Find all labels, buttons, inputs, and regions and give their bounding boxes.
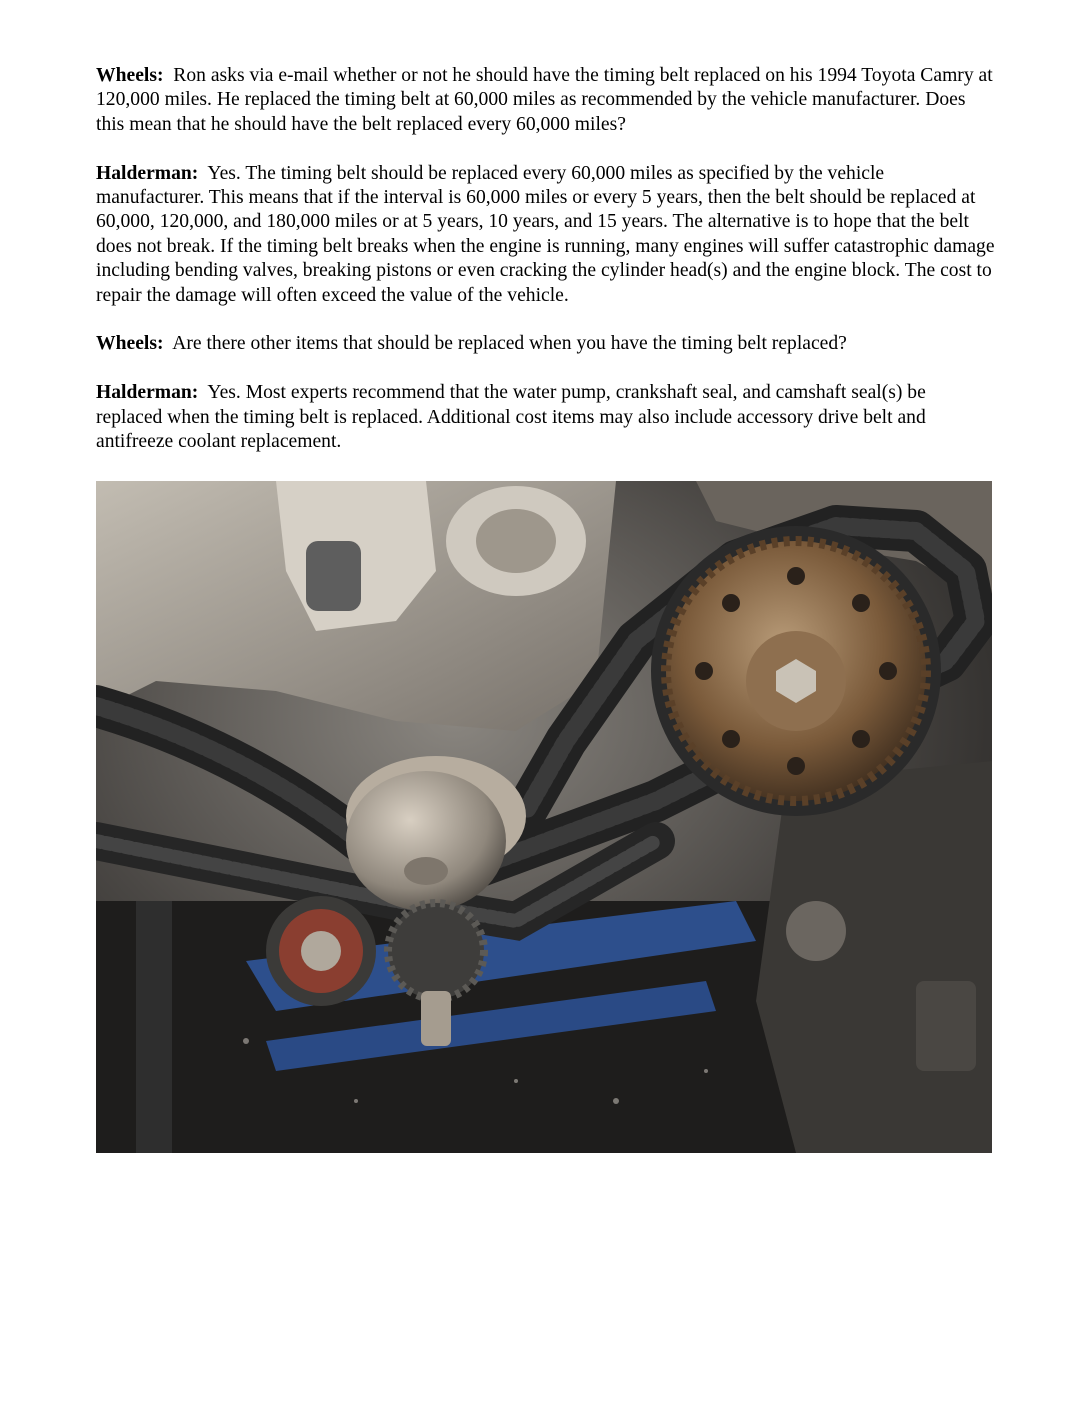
speaker-label: Wheels:: [96, 333, 164, 355]
qa-paragraph-2: [96, 162, 996, 308]
qa-paragraph-4: [96, 381, 996, 454]
speaker-label: Halderman:: [96, 382, 199, 404]
speaker-label: Wheels:: [96, 65, 164, 86]
paragraph-text: Yes. The timing belt should be replaced every 60,000 miles as specified by the vehicle manufacturer. This means that if the interval is 60,000 miles or every 5 years, then the belt should be replaced at 60,000, 120,000, and 180,000 miles or at 5 years, 10 years, and 15 years. The alternative is to hope that the belt does not break. If the timing belt breaks when the engine is running, many engines will suffer catastrophic damage including bending valves, breaking pistons or even cracking the cylinder head(s) and the engine block. The cost to repair the damage will often exceed the value of the vehicle.: [96, 162, 995, 306]
paragraph-text: Ron asks via e-mail whether or not he should have the timing belt replaced on his 1994 Toyota Camry at 120,000 miles. He replaced the timing belt at 60,000 miles as recommended by the vehicle manufacturer. Does this mean that he should have the belt replaced every 60,000 miles?: [96, 65, 993, 135]
paragraph-text: Yes. Most experts recommend that the water pump, crankshaft seal, and camshaft seal(s) be replaced when the timing belt is replaced. Additional cost items may also include accessory drive belt and antifreeze coolant replacement.: [96, 382, 926, 453]
paragraph-text: Are there other items that should be replaced when you have the timing belt replaced?: [172, 333, 847, 355]
timing-belt-engine-photo: [96, 481, 992, 1153]
speaker-label: Halderman:: [96, 162, 199, 184]
article-body: [96, 64, 996, 479]
qa-paragraph-3: [96, 332, 996, 356]
qa-paragraph-1: [96, 64, 996, 137]
